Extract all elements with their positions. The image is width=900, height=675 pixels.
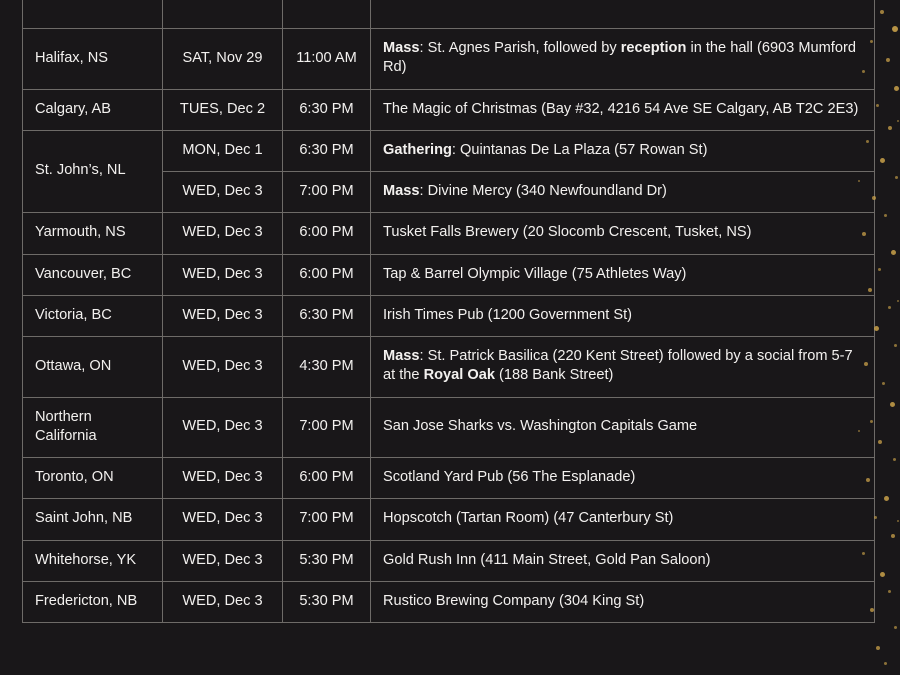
cell-city: Halifax, NS bbox=[23, 29, 163, 90]
cell-city: Whitehorse, YK bbox=[23, 540, 163, 581]
cell-time: 7:00 PM bbox=[283, 172, 371, 213]
schedule-table bbox=[22, 0, 875, 623]
cell-date: WED, Dec 3 bbox=[163, 499, 283, 540]
cell-detail bbox=[371, 397, 875, 458]
cell-date bbox=[163, 0, 283, 29]
cell-detail bbox=[371, 29, 875, 90]
cell-time: 5:30 PM bbox=[283, 540, 371, 581]
table-row bbox=[23, 130, 875, 171]
cell-detail bbox=[371, 458, 875, 499]
cell-date: WED, Dec 3 bbox=[163, 540, 283, 581]
cell-detail bbox=[371, 337, 875, 398]
detail-text: Tusket Falls Brewery (20 Slocomb Crescent, Tusket, NS) bbox=[383, 224, 752, 241]
table-row bbox=[23, 540, 875, 581]
detail-emphasis: Royal Oak bbox=[423, 367, 495, 384]
cell-time: 6:00 PM bbox=[283, 213, 371, 254]
detail-text: Rustico Brewing Company (304 King St) bbox=[383, 592, 645, 609]
detail-text: Gold Rush Inn (411 Main Street, Gold Pan Saloon) bbox=[383, 551, 711, 568]
cell-city: Calgary, AB bbox=[23, 89, 163, 130]
detail-emphasis: Gathering bbox=[383, 141, 452, 158]
detail-text: (188 Bank Street) bbox=[494, 367, 614, 384]
table-row bbox=[23, 499, 875, 540]
cell-time: 11:00 AM bbox=[283, 29, 371, 90]
detail-text: Irish Times Pub (1200 Government St) bbox=[383, 306, 633, 323]
cell-city: Ottawa, ON bbox=[23, 337, 163, 398]
cell-time: 6:30 PM bbox=[283, 89, 371, 130]
cell-detail bbox=[371, 540, 875, 581]
cell-detail bbox=[371, 213, 875, 254]
cell-detail bbox=[371, 130, 875, 171]
cell-date: WED, Dec 3 bbox=[163, 458, 283, 499]
cell-city: Yarmouth, NS bbox=[23, 213, 163, 254]
cell-detail bbox=[371, 295, 875, 336]
cell-city: Vancouver, BC bbox=[23, 254, 163, 295]
cell-detail bbox=[371, 581, 875, 622]
schedule-body bbox=[23, 0, 875, 623]
cell-date: WED, Dec 3 bbox=[163, 337, 283, 398]
cell-time: 6:00 PM bbox=[283, 458, 371, 499]
table-row bbox=[23, 397, 875, 458]
detail-emphasis: Mass bbox=[383, 348, 420, 364]
cell-date: WED, Dec 3 bbox=[163, 581, 283, 622]
table-row bbox=[23, 0, 875, 29]
detail-emphasis: reception bbox=[620, 40, 687, 56]
cell-detail bbox=[371, 172, 875, 213]
detail-text: : St. Agnes Parish, followed by bbox=[419, 40, 621, 56]
cell-date: WED, Dec 3 bbox=[163, 397, 283, 458]
cell-date: WED, Dec 3 bbox=[163, 213, 283, 254]
detail-text: Tap & Barrel Olympic Village (75 Athletes Way) bbox=[383, 265, 687, 282]
cell-detail bbox=[371, 0, 875, 29]
cell-date: MON, Dec 1 bbox=[163, 130, 283, 171]
detail-emphasis: Mass bbox=[383, 183, 420, 199]
cell-city: Saint John, NB bbox=[23, 499, 163, 540]
detail-text: The Magic of Christmas (Bay #32, 4216 54 Ave SE Calgary, AB T2C 2E3) bbox=[383, 100, 859, 117]
table-row bbox=[23, 458, 875, 499]
cell-city: Victoria, BC bbox=[23, 295, 163, 336]
table-row bbox=[23, 254, 875, 295]
cell-city: Toronto, ON bbox=[23, 458, 163, 499]
cell-time: 6:00 PM bbox=[283, 254, 371, 295]
cell-date: WED, Dec 3 bbox=[163, 254, 283, 295]
detail-emphasis: Mass bbox=[383, 40, 420, 56]
detail-text: : Divine Mercy (340 Newfoundland Dr) bbox=[419, 183, 667, 199]
table-row bbox=[23, 295, 875, 336]
table-row bbox=[23, 337, 875, 398]
cell-time: 4:30 PM bbox=[283, 337, 371, 398]
table-row bbox=[23, 89, 875, 130]
table-row bbox=[23, 29, 875, 90]
detail-text: : St. Patrick Basilica (220 Kent Street) followed by a social from 5-7 at the bbox=[383, 348, 853, 384]
cell-detail bbox=[371, 89, 875, 130]
detail-text: : Quintanas De La Plaza (57 Rowan St) bbox=[451, 141, 708, 158]
cell-time: 6:30 PM bbox=[283, 130, 371, 171]
cell-time: 7:00 PM bbox=[283, 499, 371, 540]
detail-text: Scotland Yard Pub (56 The Esplanade) bbox=[383, 469, 636, 485]
cell-city bbox=[23, 0, 163, 29]
cell-date: WED, Dec 3 bbox=[163, 172, 283, 213]
detail-text: in the hall (6903 Mumford Rd) bbox=[383, 40, 856, 76]
cell-date: SAT, Nov 29 bbox=[163, 29, 283, 90]
detail-text: San Jose Sharks vs. Washington Capitals Game bbox=[383, 418, 698, 435]
cell-city: Northern California bbox=[23, 397, 163, 458]
cell-time bbox=[283, 0, 371, 29]
table-row bbox=[23, 581, 875, 622]
table-row bbox=[23, 213, 875, 254]
cell-detail bbox=[371, 499, 875, 540]
detail-text: Hopscotch (Tartan Room) (47 Canterbury St) bbox=[383, 510, 674, 527]
cell-city: St. John’s, NL bbox=[23, 130, 163, 213]
cell-date: TUES, Dec 2 bbox=[163, 89, 283, 130]
cell-date: WED, Dec 3 bbox=[163, 295, 283, 336]
cell-time: 6:30 PM bbox=[283, 295, 371, 336]
cell-city: Fredericton, NB bbox=[23, 581, 163, 622]
cell-time: 5:30 PM bbox=[283, 581, 371, 622]
cell-time: 7:00 PM bbox=[283, 397, 371, 458]
cell-detail bbox=[371, 254, 875, 295]
